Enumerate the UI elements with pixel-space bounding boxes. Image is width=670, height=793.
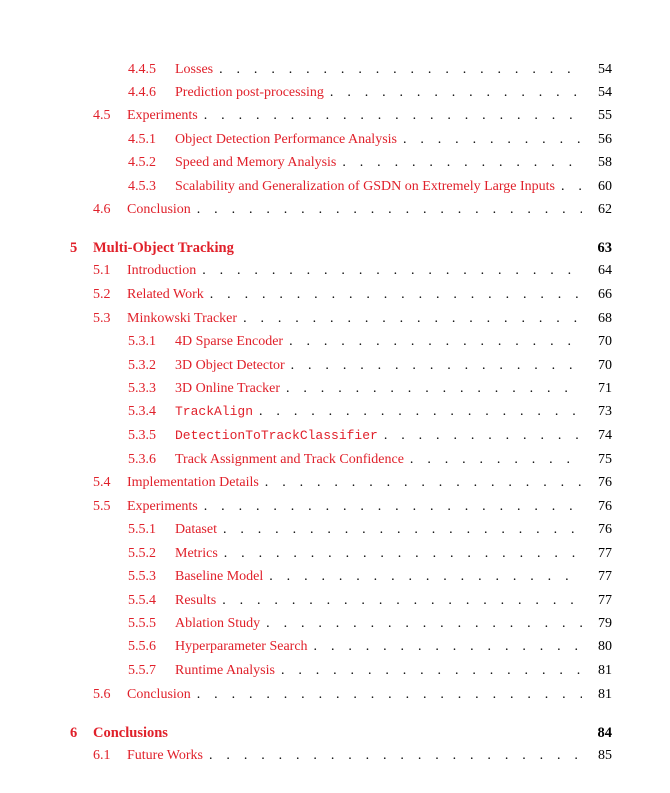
toc-dot-leader — [281, 661, 582, 681]
toc-entry-page-number: 54 — [598, 85, 612, 100]
toc-entry-number[interactable]: 5.3.3 — [128, 381, 156, 396]
toc-entry-title[interactable]: Minkowski Tracker — [127, 311, 238, 326]
toc-entry[interactable] — [93, 285, 612, 305]
toc-entry-number[interactable]: 4.5.2 — [128, 155, 156, 170]
toc-entry[interactable] — [128, 177, 612, 197]
toc-dot-leader — [224, 544, 582, 564]
toc-entry-title[interactable]: Conclusion — [127, 202, 191, 217]
toc-dot-leader — [243, 309, 582, 329]
toc-dot-leader — [197, 200, 582, 220]
toc-entry-number[interactable]: 5.3 — [93, 311, 111, 326]
toc-dot-leader — [265, 473, 582, 493]
toc-entry-page-number: 80 — [598, 639, 612, 654]
toc-entry-number[interactable]: 5.6 — [93, 687, 111, 702]
toc-entry[interactable] — [93, 746, 612, 766]
toc-dot-leader — [269, 567, 582, 587]
toc-entry-number[interactable]: 5.5.7 — [128, 663, 156, 678]
toc-entry-page-number: 55 — [598, 108, 612, 123]
toc-entry[interactable] — [128, 153, 612, 173]
toc-dot-leader — [219, 60, 582, 80]
toc-dot-leader — [403, 130, 582, 150]
toc-entry-title[interactable]: Baseline Model — [175, 569, 264, 584]
toc-dot-leader — [330, 83, 582, 103]
toc-entry-number[interactable]: 4.5 — [93, 108, 111, 123]
toc-entry-title[interactable]: Dataset — [175, 522, 217, 537]
toc-dot-leader — [289, 332, 582, 352]
toc-entry-number[interactable]: 5.5.1 — [128, 522, 156, 537]
toc-entry[interactable] — [128, 450, 612, 470]
toc-entry-title[interactable]: Experiments — [127, 108, 198, 123]
toc-chapter-entry[interactable] — [70, 723, 612, 743]
toc-entry-title[interactable]: Future Works — [127, 748, 204, 763]
toc-entry[interactable] — [128, 544, 612, 564]
toc-entry[interactable] — [128, 402, 612, 422]
toc-entry-title[interactable]: DetectionToTrackClassifier — [175, 428, 378, 443]
toc-dot-leader — [223, 520, 582, 540]
toc-entry-title[interactable]: Implementation Details — [127, 475, 259, 490]
toc-entry-page-number: 81 — [598, 663, 612, 678]
toc-entry-title[interactable]: 3D Object Detector — [175, 358, 285, 373]
toc-entry-title[interactable]: Related Work — [127, 287, 204, 302]
toc-dot-leader — [202, 261, 582, 281]
toc-entry-title[interactable]: Conclusions — [93, 725, 168, 741]
toc-entry-number[interactable]: 5.3.1 — [128, 334, 156, 349]
toc-entry-page-number: 64 — [598, 263, 612, 278]
toc-entry[interactable] — [93, 685, 612, 705]
toc-entry-page-number: 76 — [598, 522, 612, 537]
toc-dot-leader — [561, 177, 582, 197]
toc-entry[interactable] — [93, 106, 612, 126]
toc-dot-leader — [210, 285, 582, 305]
toc-dot-leader — [222, 591, 582, 611]
toc-entry-number[interactable]: 5.5.5 — [128, 616, 156, 631]
toc-entry-page-number: 74 — [598, 428, 612, 443]
toc-entry[interactable] — [93, 200, 612, 220]
toc-entry-title[interactable]: Speed and Memory Analysis — [175, 155, 337, 170]
toc-entry-page-number: 85 — [598, 748, 612, 763]
toc-entry-number[interactable]: 4.6 — [93, 202, 111, 217]
toc-entry-title[interactable]: Prediction post-processing — [175, 85, 324, 100]
toc-dot-leader — [204, 497, 582, 517]
toc-entry-number[interactable]: 5.5.3 — [128, 569, 156, 584]
toc-entry[interactable] — [128, 332, 612, 352]
toc-entry[interactable] — [93, 309, 612, 329]
toc-entry-title[interactable]: Ablation Study — [175, 616, 261, 631]
toc-dot-leader — [286, 379, 582, 399]
toc-entry[interactable] — [128, 83, 612, 103]
toc-entry[interactable] — [128, 130, 612, 150]
toc-entry-title[interactable]: Scalability and Generalization of GSDN on Extremely Large Inputs — [175, 179, 555, 194]
toc-entry-title[interactable]: 4D Sparse Encoder — [175, 334, 284, 349]
toc-entry-number[interactable]: 5.5.4 — [128, 593, 156, 608]
toc-entry-number[interactable]: 4.5.3 — [128, 179, 156, 194]
toc-entry-title[interactable]: Losses — [175, 62, 214, 77]
toc-entry-title[interactable]: Results — [175, 593, 217, 608]
toc-entry-page-number: 56 — [598, 132, 612, 147]
toc-entry-number[interactable]: 5.2 — [93, 287, 111, 302]
toc-entry[interactable] — [128, 614, 612, 634]
toc-entry-number[interactable]: 5.1 — [93, 263, 111, 278]
toc-dot-leader — [342, 153, 582, 173]
toc-entry[interactable] — [93, 261, 612, 281]
toc-entry-number[interactable]: 6.1 — [93, 748, 111, 763]
toc-entry-title[interactable]: TrackAlign — [175, 404, 254, 419]
toc-entry-title[interactable]: Hyperparameter Search — [175, 639, 308, 654]
toc-entry-title[interactable]: Conclusion — [127, 687, 191, 702]
toc-entry-title[interactable]: Multi-Object Tracking — [93, 240, 234, 256]
toc-entry[interactable] — [128, 426, 612, 446]
toc-entry-number[interactable]: 4.5.1 — [128, 132, 156, 147]
toc-entry-page-number: 77 — [598, 593, 612, 608]
toc-entry-number[interactable]: 5.3.2 — [128, 358, 156, 373]
toc-entry-page-number: 76 — [598, 475, 612, 490]
toc-entry-page-number: 63 — [597, 240, 612, 256]
toc-entry-number[interactable]: 5.3.5 — [128, 428, 156, 443]
toc-entry-number[interactable]: 5.5.2 — [128, 546, 156, 561]
toc-entry[interactable] — [128, 567, 612, 587]
toc-entry-title[interactable]: 3D Online Tracker — [175, 381, 280, 396]
toc-entry-number[interactable]: 4.4.6 — [128, 85, 156, 100]
toc-entry-page-number: 60 — [598, 179, 612, 194]
toc-entry[interactable] — [128, 379, 612, 399]
toc-entry-page-number: 75 — [598, 452, 612, 467]
toc-entry-page-number: 77 — [598, 569, 612, 584]
toc-chapter-entry[interactable] — [70, 238, 612, 258]
toc-entry[interactable] — [128, 356, 612, 376]
toc-entry-page-number: 54 — [598, 62, 612, 77]
toc-entry-title[interactable]: Track Assignment and Track Confidence — [175, 452, 404, 467]
toc-entry[interactable] — [93, 497, 612, 517]
toc-dot-leader — [197, 685, 582, 705]
toc-entry-page-number: 84 — [597, 725, 612, 741]
toc-entry-page-number: 70 — [598, 334, 612, 349]
toc-dot-leader — [204, 106, 582, 126]
toc-entry-page-number: 79 — [598, 616, 612, 631]
toc-entry-page-number: 73 — [598, 404, 612, 419]
toc-entry-title[interactable]: Introduction — [127, 263, 197, 278]
toc-entry-page-number: 68 — [598, 311, 612, 326]
toc-entry-title[interactable]: Object Detection Performance Analysis — [175, 132, 397, 147]
toc-entry-title[interactable]: Experiments — [127, 499, 198, 514]
toc-entry-page-number: 81 — [598, 687, 612, 702]
toc-entry[interactable] — [128, 661, 612, 681]
toc-entry-number[interactable]: 4.4.5 — [128, 62, 156, 77]
toc-entry-number[interactable]: 5.5 — [93, 499, 111, 514]
toc-entry-page-number: 77 — [598, 546, 612, 561]
toc-dot-leader — [266, 614, 582, 634]
toc-dot-leader — [209, 746, 582, 766]
toc-entry-number[interactable]: 5.4 — [93, 475, 111, 490]
toc-entry[interactable] — [128, 520, 612, 540]
toc-entry-number[interactable]: 5.3.4 — [128, 404, 156, 419]
toc-entry-page-number: 70 — [598, 358, 612, 373]
toc-dot-leader — [410, 450, 582, 470]
toc-entry-number[interactable]: 5.3.6 — [128, 452, 156, 467]
toc-entry-page-number: 66 — [598, 287, 612, 302]
toc-entry-number[interactable]: 6 — [70, 725, 78, 741]
toc-entry-page-number: 58 — [598, 155, 612, 170]
toc-entry-title[interactable]: Metrics — [175, 546, 218, 561]
toc-entry-page-number: 76 — [598, 499, 612, 514]
toc-entry[interactable] — [128, 637, 612, 657]
toc-entry[interactable] — [128, 60, 612, 80]
toc-dot-leader — [291, 356, 582, 376]
toc-entry-number[interactable]: 5.5.6 — [128, 639, 156, 654]
toc-entry-number[interactable]: 5 — [70, 240, 78, 256]
toc-entry[interactable] — [128, 591, 612, 611]
toc-dot-leader — [314, 637, 582, 657]
toc-dot-leader — [259, 402, 582, 422]
toc-entry-page-number: 62 — [598, 202, 612, 217]
toc-dot-leader — [384, 426, 582, 446]
toc-entry[interactable] — [93, 473, 612, 493]
toc-entry-title[interactable]: Runtime Analysis — [175, 663, 275, 678]
toc-entry-page-number: 71 — [598, 381, 612, 396]
